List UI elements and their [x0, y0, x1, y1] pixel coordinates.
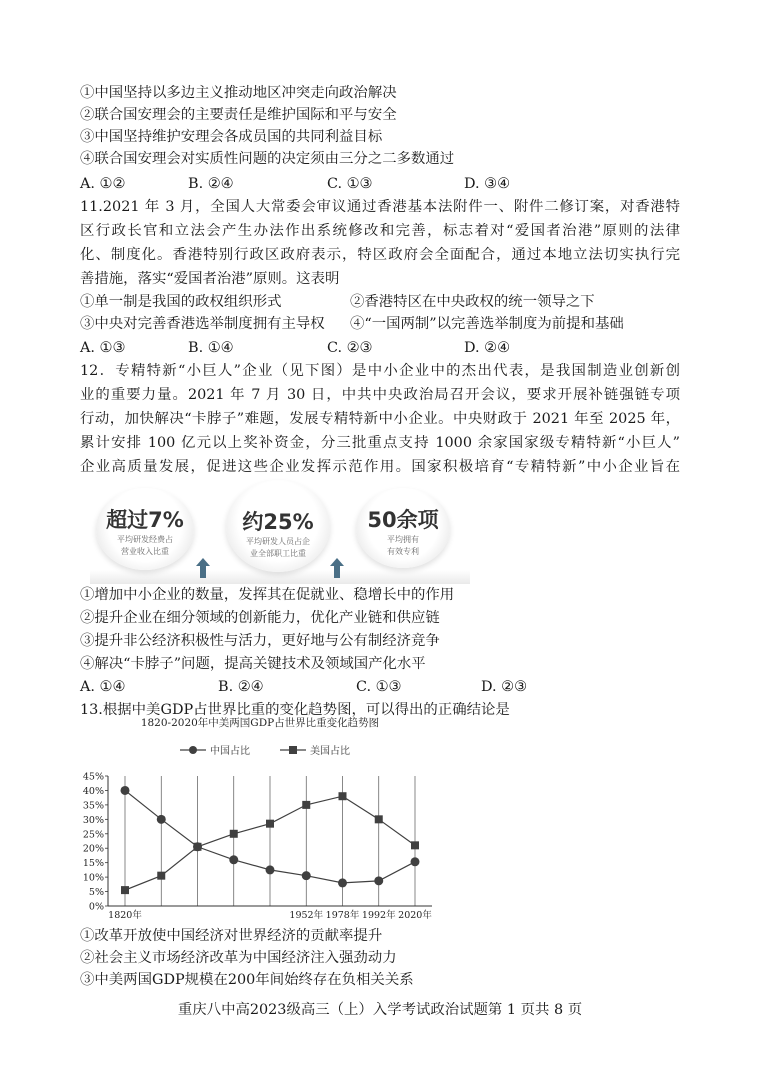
- gdp-share-chart: [80, 714, 440, 924]
- q12-stem-line: 业的重要力量。2021 年 7 月 30 日，中共中央政治局召开会议，要求开展补链强链专项: [80, 387, 680, 403]
- bubble-rd-funding-caption: 平均研发经费占: [117, 535, 173, 544]
- q12-choice-b: B. ②④: [218, 679, 264, 695]
- q12-option-2: ②提升企业在细分领域的创新能力，优化产业链和供应链: [80, 610, 440, 626]
- q11-option-1: ①单一制是我国的政权组织形式: [80, 294, 282, 310]
- q13-option-2: ②社会主义市场经济改革为中国经济注入强劲动力: [80, 950, 397, 966]
- bubble-rd-staff-value: 约25%: [242, 510, 314, 534]
- q10-option-1: ①中国坚持以多边主义推动地区冲突走向政治解决: [80, 85, 397, 101]
- data-point-square: [339, 792, 347, 800]
- data-point-square: [375, 815, 383, 823]
- data-point-square: [157, 872, 165, 880]
- bubble-rd-funding: [96, 488, 194, 570]
- x-tick-label: 2020年: [398, 910, 432, 921]
- q11-stem-line: 11.2021 年 3 月，全国人大常委会审议通过香港基本法附件一、附件二修订案，对香港特: [80, 199, 680, 215]
- chart-title: 1820-2020年中美两国GDP占世界比重变化趋势图: [140, 717, 380, 729]
- page-footer: 重庆八中高2023级高三（上）入学考试政治试题第 1 页共 8 页: [177, 1002, 583, 1018]
- data-point-circle: [157, 815, 166, 824]
- bubble-patents-caption: 平均拥有: [387, 535, 419, 544]
- q12-choice-c: C. ①③: [356, 679, 402, 695]
- data-point-circle: [374, 876, 383, 885]
- q12-choice-d: D. ②③: [481, 679, 527, 695]
- q12-option-1: ①增加中小企业的数量，发挥其在促就业、稳增长中的作用: [80, 587, 455, 603]
- bubble-patents-caption: 有效专利: [387, 547, 419, 556]
- q11-option-4: ④“一国两制”以完善选举制度为前提和基础: [350, 316, 624, 332]
- y-tick-label: 30%: [82, 814, 104, 826]
- data-point-circle: [121, 786, 130, 795]
- y-tick-label: 5%: [88, 887, 104, 899]
- data-point-square: [411, 841, 419, 849]
- q11-stem-line: 区行政长官和立法会产生办法作出系统修改和完善，标志着对“爱国者治港”原则的法律: [80, 223, 680, 239]
- data-point-square: [121, 886, 129, 894]
- y-tick-label: 45%: [82, 771, 104, 783]
- q11-choice-a: A. ①③: [80, 340, 126, 356]
- q13-stem: 13.根据中美GDP占世界比重的变化趋势图，可以得出的正确结论是: [80, 702, 510, 718]
- bubble-rd-staff-caption: 业全部职工比重: [250, 549, 306, 558]
- y-tick-label: 35%: [82, 800, 104, 812]
- bubble-rd-staff-caption: 平均研发人员占企: [246, 537, 310, 546]
- q11-option-2: ②香港特区在中央政权的统一领导之下: [350, 294, 595, 310]
- figure-floor-shadow: [90, 570, 470, 584]
- legend-marker-square: [289, 746, 297, 754]
- q12-choice-a: A. ①④: [80, 679, 126, 695]
- data-point-circle: [266, 865, 275, 874]
- q10-option-3: ③中国坚持维护安理会各成员国的共同利益目标: [80, 129, 383, 145]
- y-tick-label: 40%: [82, 785, 104, 797]
- bubble-rd-funding-value: 超过7%: [106, 508, 184, 532]
- y-tick-label: 20%: [82, 843, 104, 855]
- q11-choice-c: C. ②③: [327, 340, 373, 356]
- x-tick-label: 1978年: [325, 910, 360, 921]
- q13-option-3: ③中美两国GDP规模在200年间始终存在负相关关系: [80, 972, 414, 988]
- legend-label: 中国占比: [210, 746, 250, 757]
- q10-choice-c: C. ①③: [327, 176, 373, 192]
- x-tick-label: 1820年: [108, 910, 142, 921]
- y-tick-label: 25%: [82, 829, 104, 841]
- q12-stem-line: 企业高质量发展，促进这些企业发挥示范作用。国家积极培育“专精特新”中小企业旨在: [80, 459, 680, 475]
- data-point-circle: [229, 855, 238, 864]
- bubble-rd-staff: [226, 480, 330, 572]
- q11-choice-b: B. ①④: [188, 340, 234, 356]
- q11-option-3: ③中央对完善香港选举制度拥有主导权: [80, 316, 325, 332]
- q11-stem-line: 化、制度化。香港特别行政区政府表示，特区政府会全面配合，通过本地立法切实执行完: [80, 247, 680, 263]
- arrow-up-icon: [330, 558, 344, 578]
- y-tick-label: 15%: [82, 858, 104, 870]
- data-point-circle: [411, 857, 420, 866]
- q10-choice-b: B. ②④: [188, 176, 234, 192]
- data-point-square: [194, 843, 202, 851]
- data-point-square: [266, 820, 274, 828]
- x-tick-label: 1992年: [361, 910, 396, 921]
- bubble-patents: [356, 488, 450, 568]
- q13-option-1: ①改革开放使中国经济对世界经济的贡献率提升: [80, 928, 383, 944]
- q10-option-4: ④联合国安理会对实质性问题的决定须由三分之二多数通过: [80, 151, 455, 167]
- q12-option-3: ③提升非公经济积极性与活力，更好地与公有制经济竞争: [80, 633, 440, 649]
- bubble-patents-value: 50余项: [367, 508, 439, 532]
- q12-stem-line: 行动，加快解决“卡脖子”难题，发展专精特新中小企业。中央财政于 2021 年至 2025 年，: [80, 411, 680, 427]
- legend-label: 美国占比: [310, 746, 350, 757]
- q12-option-4: ④解决“卡脖子”问题，提高关键技术及领域国产化水平: [80, 656, 426, 672]
- data-point-circle: [338, 878, 347, 887]
- bubble-rd-funding-caption: 营业收入比重: [121, 547, 169, 556]
- data-point-square: [302, 801, 310, 809]
- q10-choice-d: D. ③④: [464, 176, 510, 192]
- q11-stem-line: 善措施，落实“爱国者治港”原则。这表明: [80, 271, 340, 287]
- data-point-circle: [302, 871, 311, 880]
- q12-stem-line: 12．专精特新“小巨人”企业（见下图）是中小企业中的杰出代表，是我国制造业创新创: [80, 363, 680, 379]
- q11-choice-d: D. ②④: [464, 340, 510, 356]
- data-point-square: [230, 830, 238, 838]
- q10-choice-a: A. ①②: [80, 176, 126, 192]
- arrow-up-icon: [196, 558, 210, 578]
- y-tick-label: 10%: [82, 872, 104, 884]
- q10-option-2: ②联合国安理会的主要责任是维护国际和平与安全: [80, 107, 397, 123]
- x-tick-label: 1952年: [289, 910, 324, 921]
- y-tick-label: 0%: [88, 901, 104, 913]
- legend-marker-circle: [189, 746, 197, 754]
- q12-stem-line: 累计安排 100 亿元以上奖补资金，分三批重点支持 1000 余家国家级专精特新“小巨人”: [80, 435, 680, 451]
